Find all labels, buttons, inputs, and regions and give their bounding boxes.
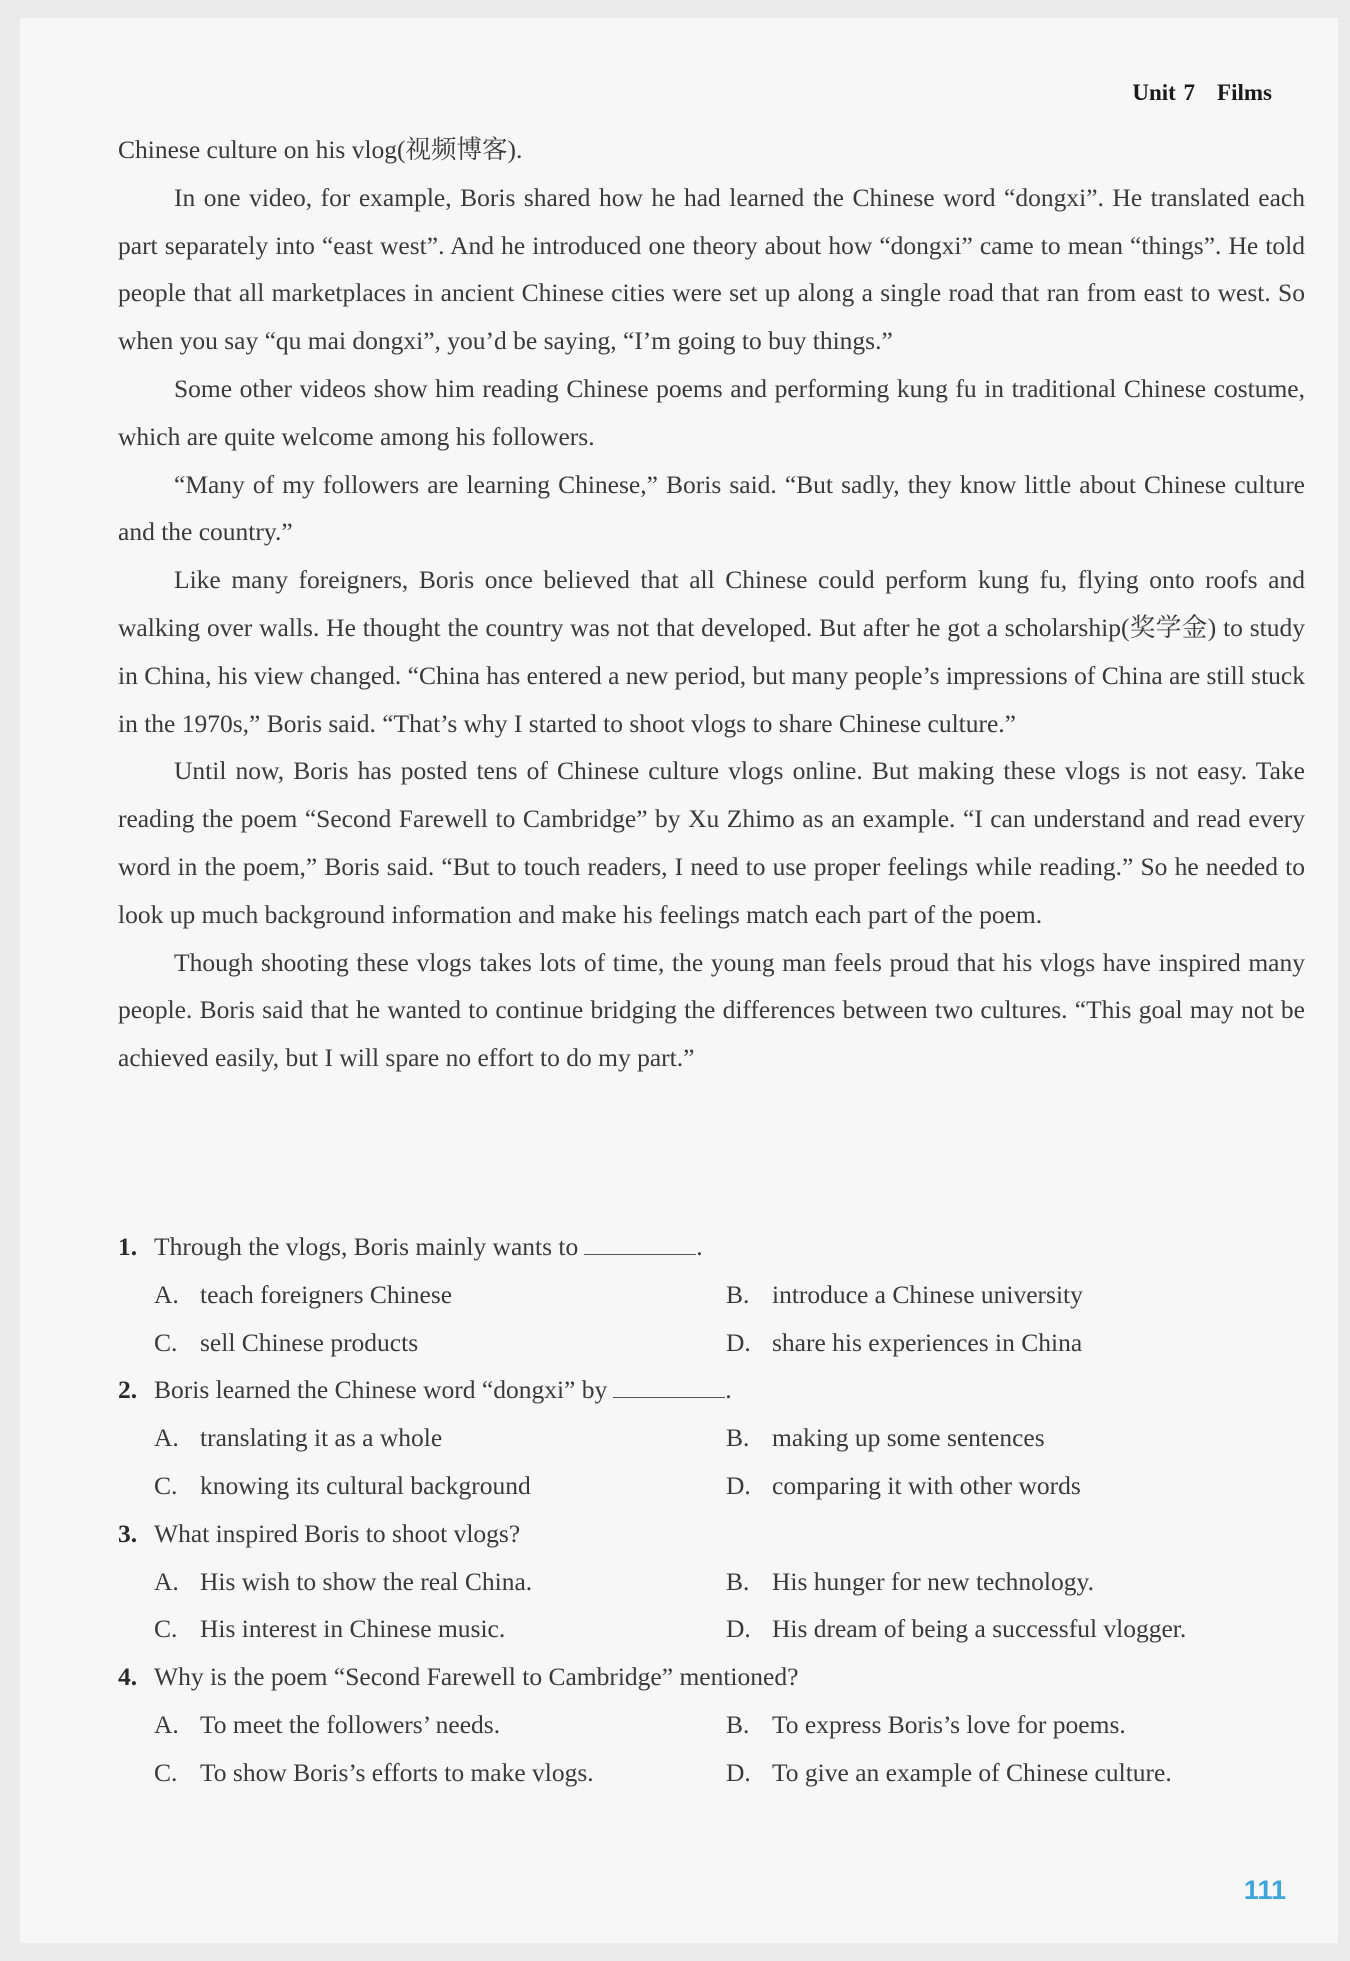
question-stem (118, 1653, 1305, 1701)
answer-option[interactable] (726, 1414, 1298, 1462)
question-number: 2. (118, 1375, 138, 1405)
answer-option[interactable] (726, 1271, 1298, 1319)
option-letter: A. (154, 1709, 179, 1739)
option-text: teach foreigners Chinese (200, 1279, 453, 1309)
option-text: translating it as a whole (200, 1423, 443, 1453)
answer-option[interactable] (154, 1701, 726, 1749)
option-letter: D. (726, 1470, 751, 1500)
option-letter: C. (154, 1757, 178, 1787)
option-text: To express Boris’s love for poems. (772, 1709, 1126, 1739)
question-text: Why is the poem “Second Farewell to Cambridge” mentioned? (154, 1662, 799, 1692)
answer-option[interactable] (726, 1319, 1298, 1367)
option-text: share his experiences in China (772, 1327, 1083, 1357)
running-head (1132, 80, 1272, 106)
passage-paragraph: “Many of my followers are learning Chinese,” Boris said. “But sadly, they know little about Chinese culture and the country.” (118, 469, 1305, 547)
question-list (118, 1223, 1305, 1797)
option-row (118, 1462, 1305, 1510)
option-letter: D. (726, 1757, 751, 1787)
option-row (118, 1605, 1305, 1653)
option-text: To give an example of Chinese culture. (772, 1757, 1172, 1787)
option-letter: B. (726, 1423, 750, 1453)
option-letter: A. (154, 1279, 179, 1309)
passage-paragraph: Until now, Boris has posted tens of Chinese culture vlogs online. But making these vlogs is not easy. Take reading the poem “Second Farewell to Cambridge” by Xu Zhimo as an example. “I can understand and read every word in the poem,” Boris said. “But to touch readers, I need to use proper feelings while reading.” So he needed to look up much background information and make his feelings match each part of the poem. (118, 756, 1305, 929)
textbook-page (20, 18, 1338, 1943)
question-text: What inspired Boris to shoot vlogs? (154, 1518, 521, 1548)
unit-label: Unit 7 (1132, 80, 1196, 105)
passage-paragraph: Some other videos show him reading Chinese poems and performing kung fu in traditional Chinese costume, which are quite welcome among his followers. (118, 373, 1305, 451)
passage-paragraph: In one video, for example, Boris shared how he had learned the Chinese word “dongxi”. He translated each part separately into “east west”. And he introduced one theory about how “dongxi” came to mean “things”. He told people that all marketplaces in ancient Chinese cities were set up along a single road that ran from east to west. So when you say “qu mai dongxi”, you’d be saying, “I’m going to buy things.” (118, 182, 1305, 356)
option-row (118, 1271, 1305, 1319)
answer-option[interactable] (154, 1414, 726, 1462)
page-number: 111 (1243, 1875, 1286, 1905)
answer-option[interactable] (726, 1462, 1298, 1510)
answer-option[interactable] (154, 1749, 726, 1797)
question-stem (118, 1223, 1305, 1271)
option-text: His wish to show the real China. (200, 1566, 533, 1596)
option-text: His interest in Chinese music. (200, 1614, 506, 1644)
option-text: To meet the followers’ needs. (200, 1709, 501, 1739)
option-text: His hunger for new technology. (772, 1566, 1094, 1596)
answer-option[interactable] (154, 1319, 726, 1367)
option-text: sell Chinese products (200, 1327, 419, 1357)
question-stem (118, 1366, 1305, 1414)
option-row (118, 1319, 1305, 1367)
option-row (118, 1558, 1305, 1606)
unit-title: Films (1217, 80, 1272, 105)
option-letter: D. (726, 1614, 751, 1644)
option-text: His dream of being a successful vlogger. (772, 1614, 1187, 1644)
answer-blank[interactable] (584, 1224, 696, 1255)
question-number: 4. (118, 1662, 138, 1692)
question-end-punctuation: . (725, 1375, 732, 1405)
option-letter: C. (154, 1470, 178, 1500)
option-letter: B. (726, 1279, 750, 1309)
option-letter: D. (726, 1327, 751, 1357)
answer-option[interactable] (154, 1558, 726, 1606)
question-end-punctuation: . (696, 1232, 703, 1261)
option-letter: B. (726, 1709, 750, 1739)
option-letter: A. (154, 1566, 179, 1596)
passage-paragraph: Like many foreigners, Boris once believed that all Chinese could perform kung fu, flying onto roofs and walking over walls. He thought the country was not that developed. But after he got a scholarship(奖学金) to study in China, his view changed. “China has entered a new period, but many people’s impressions of China are still stuck in the 1970s,” Boris said. “That’s why I started to shoot vlogs to share Chinese culture.” (118, 565, 1305, 738)
option-letter: C. (154, 1614, 178, 1644)
answer-option[interactable] (726, 1605, 1298, 1653)
option-text: making up some sentences (772, 1423, 1045, 1453)
answer-option[interactable] (154, 1462, 726, 1510)
reading-passage (118, 126, 1305, 1082)
answer-option[interactable] (154, 1605, 726, 1653)
question-text: Through the vlogs, Boris mainly wants to (154, 1232, 579, 1261)
question-text: Boris learned the Chinese word “dongxi” by (154, 1375, 608, 1405)
question-stem (118, 1510, 1305, 1558)
option-text: To show Boris’s efforts to make vlogs. (200, 1757, 594, 1787)
option-row (118, 1414, 1305, 1462)
question-number: 3. (118, 1518, 138, 1548)
answer-option[interactable] (726, 1558, 1298, 1606)
answer-blank[interactable] (613, 1367, 725, 1398)
passage-paragraph: Though shooting these vlogs takes lots of time, the young man feels proud that his vlogs have inspired many people. Boris said that he wanted to continue bridging the differences between two cultures. “This goal may not be achieved easily, but I will spare no effort to do my part.” (118, 947, 1305, 1073)
option-letter: C. (154, 1327, 178, 1357)
answer-option[interactable] (154, 1271, 726, 1319)
option-text: comparing it with other words (772, 1470, 1081, 1500)
passage-paragraph: Chinese culture on his vlog(视频博客). (118, 135, 523, 164)
answer-option[interactable] (726, 1749, 1298, 1797)
option-text: introduce a Chinese university (772, 1279, 1083, 1309)
option-letter: B. (726, 1566, 750, 1596)
option-row (118, 1701, 1305, 1749)
answer-option[interactable] (726, 1701, 1298, 1749)
option-row (118, 1749, 1305, 1797)
question-number: 1. (118, 1232, 138, 1261)
option-letter: A. (154, 1423, 179, 1453)
option-text: knowing its cultural background (200, 1470, 531, 1500)
